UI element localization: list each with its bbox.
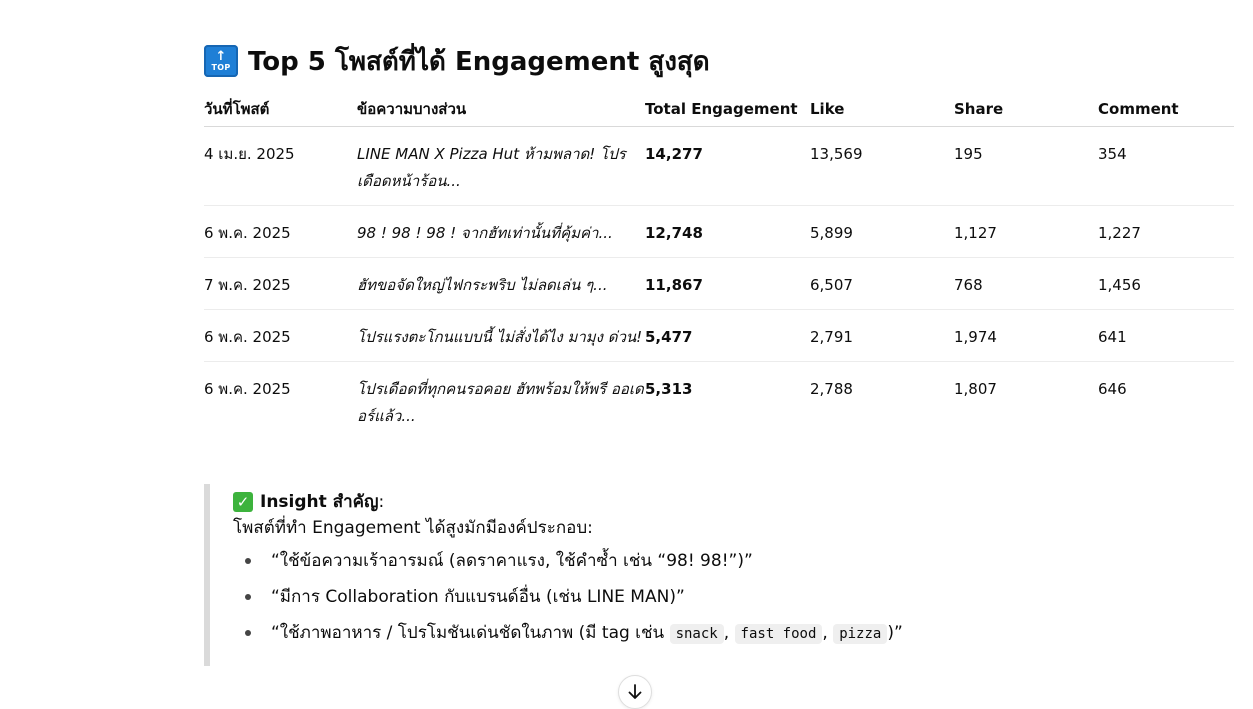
table-row <box>204 127 1234 206</box>
cell-message: LINE MAN X Pizza Hut ห้ามพลาด! โปรเดือดหน้าร้อน... <box>357 127 645 206</box>
cell-share: 195 <box>954 127 1098 206</box>
top-arrow-icon: ↑ TOP <box>204 45 238 77</box>
cell-message: ฮัทขอจัดใหญ่ไฟกระพริบ ไม่ลดเล่น ๆ... <box>357 258 645 310</box>
cell-like: 2,791 <box>810 310 954 362</box>
tag-separator: , <box>723 623 730 643</box>
column-header-date: วันที่โพสต์ <box>204 92 357 127</box>
cell-total: 5,477 <box>645 310 810 362</box>
insight-heading <box>233 488 384 515</box>
table-row <box>204 258 1234 310</box>
column-header-share: Share <box>954 92 1098 127</box>
cell-like: 6,507 <box>810 258 954 310</box>
tag-code: pizza <box>833 624 887 644</box>
cell-total: 14,277 <box>645 127 810 206</box>
cell-share: 1,127 <box>954 206 1098 258</box>
list-item: “มีการ Collaboration กับแบรนด์อื่น (เช่น LINE MAN)” <box>233 584 903 620</box>
cell-comment: 354 <box>1098 127 1234 206</box>
list-item: “ใช้ข้อความเร้าอารมณ์ (ลดราคาแรง, ใช้คำซ้ำ เช่น “98! 98!”)” <box>233 548 903 584</box>
list-item <box>233 620 903 656</box>
column-header-message: ข้อความบางส่วน <box>357 92 645 127</box>
tag-separator: , <box>822 623 828 643</box>
insight-title: Insight สำคัญ <box>260 492 379 512</box>
column-header-comment: Comment <box>1098 92 1234 127</box>
arrow-down-icon <box>626 683 644 701</box>
insight-subtitle: โพสต์ที่ทำ Engagement ได้สูงมักมีองค์ประกอบ: <box>233 518 593 538</box>
insight-blockquote <box>204 484 1104 666</box>
cell-message: โปรเดือดที่ทุกคนรอคอย ฮัทพร้อมให้พรี ออเดอร์แล้ว... <box>357 380 644 425</box>
cell-like: 5,899 <box>810 206 954 258</box>
table-header-row <box>204 92 1234 127</box>
cell-date: 7 พ.ค. 2025 <box>204 258 357 310</box>
cell-message: 98 ! 98 ! 98 ! จากฮัทเท่านั้นที่คุ้มค่า... <box>357 206 645 258</box>
list-item-text: “ใช้ภาพอาหาร / โปรโมชันเด่นชัดในภาพ (มี tag เช่น <box>271 623 670 643</box>
tag-code: snack <box>670 624 724 644</box>
cell-like: 2,788 <box>810 380 853 398</box>
table-row <box>204 362 1234 441</box>
section-heading <box>204 42 710 80</box>
insight-title-colon: : <box>378 491 385 512</box>
check-mark-icon: ✓ <box>233 492 253 512</box>
engagement-table <box>204 92 1234 440</box>
cell-message: โปรแรงตะโกนแบบนี้ ไม่สั่งได้ไง มามุง ด่วน! <box>357 310 645 362</box>
cell-date: 6 พ.ค. 2025 <box>204 206 357 258</box>
cell-total: 5,313 <box>645 380 693 398</box>
scroll-to-bottom-button[interactable] <box>618 675 652 709</box>
cell-share: 1,974 <box>954 310 1098 362</box>
cell-comment: 646 <box>1098 380 1127 398</box>
section-title: Top 5 โพสต์ที่ได้ Engagement สูงสุด <box>248 46 710 77</box>
cell-total: 12,748 <box>645 206 810 258</box>
cell-comment: 1,227 <box>1098 206 1234 258</box>
cell-date: 4 เม.ย. 2025 <box>204 127 357 206</box>
table-row <box>204 310 1234 362</box>
cell-total: 11,867 <box>645 258 810 310</box>
list-item-text: )” <box>887 623 903 643</box>
table-row <box>204 206 1234 258</box>
cell-share: 1,807 <box>954 380 997 398</box>
cell-comment: 1,456 <box>1098 258 1234 310</box>
cell-like: 13,569 <box>810 127 954 206</box>
tag-code: fast food <box>735 624 823 644</box>
cell-comment: 641 <box>1098 310 1234 362</box>
insight-list <box>233 548 903 656</box>
cell-date: 6 พ.ค. 2025 <box>204 310 357 362</box>
cell-share: 768 <box>954 258 1098 310</box>
column-header-like: Like <box>810 92 954 127</box>
cell-date: 6 พ.ค. 2025 <box>204 380 291 398</box>
column-header-total: Total Engagement <box>645 92 810 127</box>
